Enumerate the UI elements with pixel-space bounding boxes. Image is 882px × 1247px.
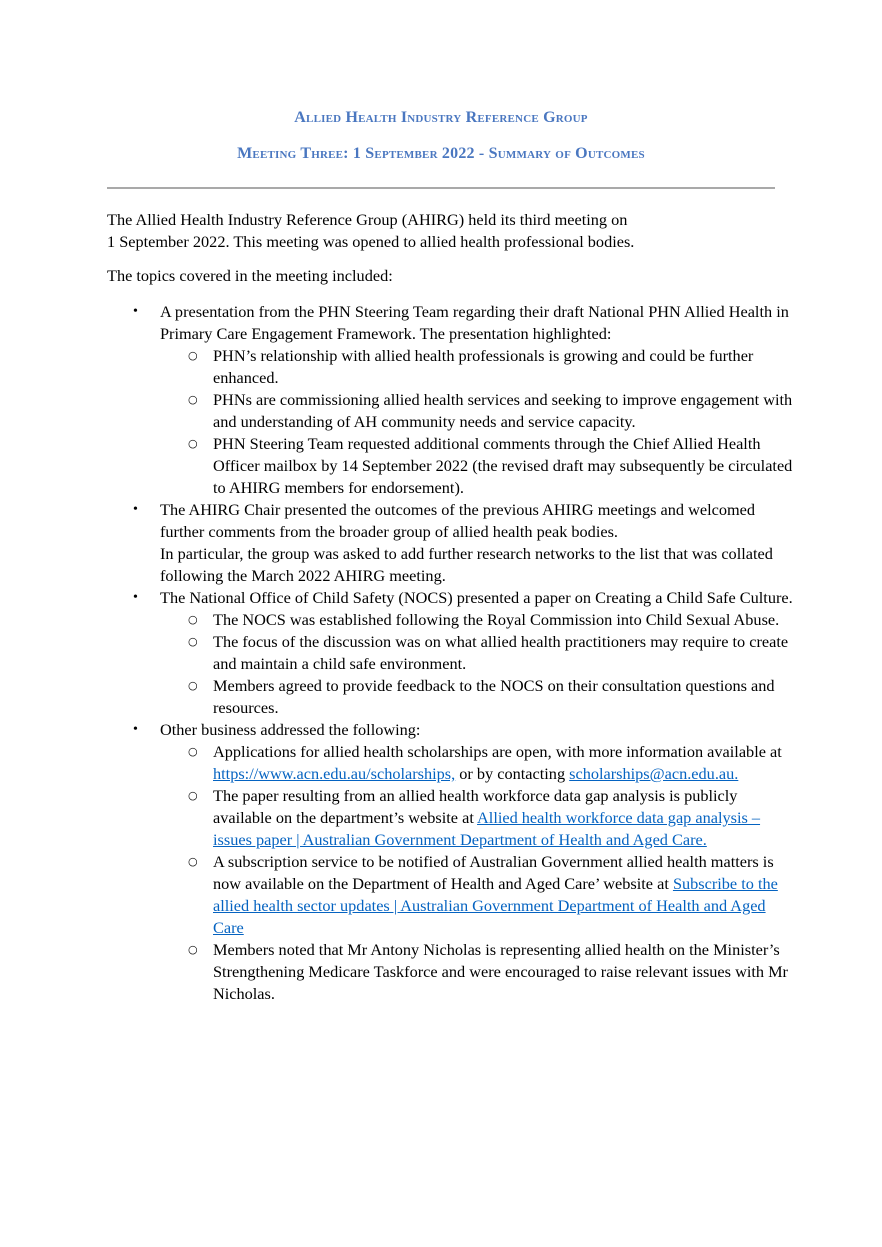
topics-list [107,301,797,1005]
scholarships-link[interactable]: https://www.acn.edu.au/scholarships, [213,764,456,783]
sub-list-item [160,675,797,719]
sub-list-item [160,433,797,499]
list-item [107,301,797,499]
sub-item-text: The focus of the discussion was on what allied health practitioners may require to create and maintain a child safe environment. [213,632,789,673]
hollow-bullet-icon: ○ [188,943,198,956]
list-item-text: The AHIRG Chair presented the outcomes of the previous AHIRG meetings and welcomed further comments from the broader group of allied health peak bodies. [160,500,756,541]
list-item [107,719,797,1005]
hollow-bullet-icon: ○ [188,745,198,758]
subscribe-updates-link[interactable]: Subscribe to the allied health sector updates | Australian Government Department of Health and Aged Care [213,874,778,937]
sub-item-text: PHN Steering Team requested additional comments through the Chief Allied Health Officer mailbox by 14 September 2022 (the revised draft may subsequently be circulated to AHIRG members for endorsement). [213,434,793,497]
sub-item-text: Members agreed to provide feedback to the NOCS on their consultation questions and resources. [213,676,775,717]
hollow-bullet-icon: ○ [188,349,198,362]
sub-item-text: The NOCS was established following the Royal Commission into Child Sexual Abuse. [213,610,780,629]
sub-list-item [160,631,797,675]
sub-item-text: or by contacting [455,764,570,783]
sub-list-item [160,851,797,939]
list-item-text: A presentation from the PHN Steering Team regarding their draft National PHN Allied Health in Primary Care Engagement Framework. The presentation highlighted: [160,302,789,343]
hollow-bullet-icon: ○ [188,679,198,692]
intro-line-1: The Allied Health Industry Reference Group (AHIRG) held its third meeting on [107,210,628,229]
document-subtitle: Meeting Three: 1 September 2022 - Summary of Outcomes [237,145,645,162]
bullet-icon: • [133,304,138,319]
sub-list-item [160,741,797,785]
sub-list [160,741,797,1005]
sub-list-item [160,939,797,1005]
bullet-icon: • [133,502,138,517]
sub-list-item [160,609,797,631]
sub-list-item [160,785,797,851]
intro-line-2: 1 September 2022. This meeting was opened to allied health professional bodies. [107,232,635,251]
sub-list [160,345,797,499]
hollow-bullet-icon: ○ [188,393,198,406]
topics-intro: The topics covered in the meeting included: [107,266,393,285]
sub-list-item [160,389,797,433]
sub-list-item [160,345,797,389]
list-item [107,587,797,719]
hollow-bullet-icon: ○ [188,635,198,648]
hollow-bullet-icon: ○ [188,855,198,868]
bullet-icon: • [133,722,138,737]
sub-item-text: Applications for allied health scholarships are open, with more information available at [213,742,782,761]
hollow-bullet-icon: ○ [188,789,198,802]
sub-item-text: PHN’s relationship with allied health professionals is growing and could be further enhanced. [213,346,754,387]
list-item-text-continued: In particular, the group was asked to add further research networks to the list that was collated following the March 2022 AHIRG meeting. [160,544,773,585]
intro-paragraph [107,209,787,253]
document-title: Allied Health Industry Reference Group [294,109,588,126]
sub-item-text: The paper resulting from an allied health workforce data gap analysis is publicly available on the department’s website at [213,786,738,827]
bullet-icon: • [133,590,138,605]
list-item-text: Other business addressed the following: [160,720,421,739]
hollow-bullet-icon: ○ [188,437,198,450]
scholarships-email-link[interactable]: scholarships@acn.edu.au. [569,764,739,783]
sub-list [160,609,797,719]
list-item-text: The National Office of Child Safety (NOCS) presented a paper on Creating a Child Safe Culture. [160,588,793,607]
list-item [107,499,797,587]
hollow-bullet-icon: ○ [188,613,198,626]
sub-item-text: PHNs are commissioning allied health services and seeking to improve engagement with and understanding of AH community needs and service capacity. [213,390,793,431]
sub-item-text: A subscription service to be notified of Australian Government allied health matters is now available on the Department of Health and Aged Care’ website at [213,852,774,893]
header-divider [107,187,775,189]
sub-item-text: Members noted that Mr Antony Nicholas is representing allied health on the Minister’s Strengthening Medicare Taskforce and were encouraged to raise relevant issues with Mr Nicholas. [213,940,788,1003]
workforce-data-gap-link[interactable]: Allied health workforce data gap analysis – issues paper | Australian Government Department of Health and Aged Care. [213,808,761,849]
